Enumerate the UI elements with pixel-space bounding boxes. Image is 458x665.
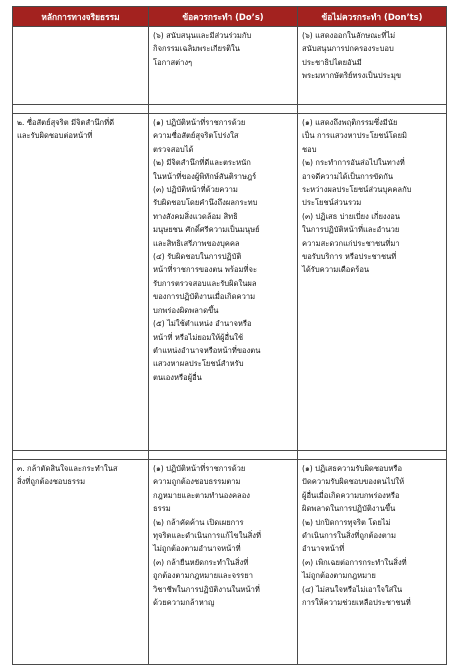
dos-cell bbox=[149, 114, 298, 451]
cell-text-line: ดำเนินการในสิ่งที่ถูกต้องตาม bbox=[302, 531, 396, 541]
cell-text-line: (๒) ปกปิดการทุจริต โดยไม่ bbox=[302, 517, 391, 527]
cell-text-line: การให้ความช่วยเหลือประชาชนที่ bbox=[302, 598, 411, 608]
cell-text-line: (๓) กล้ายืนหยัดกระทำในสิ่งที่ bbox=[153, 557, 249, 567]
cell-text-line: กิจกรรมเฉลิมพระเกียรติใน bbox=[153, 44, 240, 54]
principle-cell bbox=[13, 114, 149, 451]
cell-text-line: เป็น การแสวงหาประโยชน์โดยมิ bbox=[302, 131, 408, 141]
table-row bbox=[13, 460, 447, 665]
cell-text-line: และรับผิดชอบต่อหน้าที่ bbox=[17, 131, 93, 141]
cell-text-line: (๔) รับผิดชอบในการปฏิบัติ bbox=[153, 252, 242, 262]
ethics-table bbox=[12, 6, 447, 665]
cell-text-line: โอกาสต่างๆ bbox=[153, 57, 193, 67]
table-header-row bbox=[13, 7, 447, 27]
cell-text-line: รับผิดชอบโดยคำนึงถึงผลกระทบ bbox=[153, 198, 258, 208]
cell-text-line: ถูกต้องตามกฎหมายและจรรยา bbox=[153, 571, 253, 581]
cell-text-line: ของการปฏิบัติงานเมื่อเกิดความ bbox=[153, 292, 256, 302]
cell-text-line: ตรวจสอบได้ bbox=[153, 144, 194, 154]
cell-text-line: (๖) สนับสนุนและมีส่วนร่วมกับ bbox=[153, 31, 252, 40]
cell-text-line: และสิทธิเสรีภาพของบุคคล bbox=[153, 238, 240, 248]
cell-text-line: หน้าที่ราชการของตน พร้อมที่จะ bbox=[153, 265, 258, 275]
cell-text-line: กฎหมายและตามทำนองคลอง bbox=[153, 490, 250, 500]
cell-text-line: ปัดความรับผิดชอบของตนไปให้ bbox=[302, 477, 405, 487]
cell-text-line: (๑) ปฏิบัติหน้าที่ราชการด้วย bbox=[153, 464, 246, 473]
cell-text-line: สิ่งที่ถูกต้องชอบธรรม bbox=[17, 477, 86, 487]
cell-text-line: (๓) ปฏิบัติหน้าที่ด้วยความ bbox=[153, 185, 238, 195]
cell-text-line: หน้าที่ หรือไม่ยอมให้ผู้อื่นใช้ bbox=[153, 332, 244, 342]
donts-cell bbox=[298, 460, 447, 665]
cell-text-line: (๑) ปฏิบัติหน้าที่ราชการด้วย bbox=[153, 118, 246, 127]
cell-text-line: ไม่ถูกต้องตามอำนาจหน้าที่ bbox=[153, 544, 241, 554]
cell-text-line: มนุษยชน ศักดิ์ศรีความเป็นมนุษย์ bbox=[153, 225, 260, 235]
cell-text-line: ในหน้าที่ของผู้พิทักษ์สันติราษฎร์ bbox=[153, 171, 257, 181]
cell-text-line: รับการตรวจสอบและรับผิดในผล bbox=[153, 278, 257, 288]
principle-cell bbox=[13, 27, 149, 105]
cell-text-line: ทุจริตและดำเนินการแก้ไขในสิ่งที่ bbox=[153, 531, 261, 541]
cell-text-line: อำนาจหน้าที่ bbox=[302, 544, 345, 554]
donts-cell bbox=[298, 114, 447, 451]
cell-text-line: ความสะดวกแก่ประชาชนที่มา bbox=[302, 238, 400, 248]
header-dos: ข้อควรกระทำ (Do’s) bbox=[149, 7, 298, 27]
cell-text-line: ในการปฏิบัติหน้าที่และอำนวย bbox=[302, 225, 400, 235]
cell-text-line: ความถูกต้องชอบธรรมตาม bbox=[153, 477, 241, 487]
dos-cell bbox=[149, 27, 298, 105]
cell-text-line: สนับสนุนการปกครองระบอบ bbox=[302, 44, 394, 54]
cell-text-line: ๓. กล้าตัดสินใจและกระทำในส bbox=[17, 464, 118, 473]
cell-text-line: วิชาชีพในการปฏิบัติงานในหน้าที่ bbox=[153, 584, 260, 594]
cell-text-line: ประโยชน์ส่วนรวม bbox=[302, 198, 362, 208]
table-row bbox=[13, 114, 447, 451]
cell-text-line: บกพร่องผิดพลาดขึ้น bbox=[153, 305, 219, 315]
table-row bbox=[13, 27, 447, 105]
dos-cell bbox=[149, 460, 298, 665]
cell-text-line: ผิดพลาดในการปฏิบัติงานขึ้น bbox=[302, 504, 396, 514]
cell-text-line: ระหว่างผลประโยชน์ส่วนบุคคลกับ bbox=[302, 185, 412, 195]
cell-text-line: (๓) ปฏิเสธ บ่ายเบี่ยง เกี่ยงงอน bbox=[302, 211, 401, 221]
cell-text-line: ด้วยความกล้าหาญ bbox=[153, 598, 215, 608]
cell-text-line: (๓) เพิกเฉยต่อการกระทำในสิ่งที่ bbox=[302, 557, 407, 567]
cell-text-line: ตำแหน่งอำนาจหรือหน้าที่ของตน bbox=[153, 345, 261, 355]
cell-text-line: (๒) กระทำการอันส่อไปในทางที่ bbox=[302, 158, 405, 168]
cell-text-line: (๒) มีจิตสำนึกที่ดีและตระหนัก bbox=[153, 158, 251, 168]
cell-text-line: (๔) ไม่สนใจหรือไม่เอาใจใส่ใน bbox=[302, 584, 403, 594]
cell-text-line: ไม่ถูกต้องตามกฎหมาย bbox=[302, 571, 376, 581]
cell-text-line: (๑) แสดงถึงพฤติกรรมซึ่งมีนัย bbox=[302, 118, 398, 127]
donts-cell bbox=[298, 27, 447, 105]
cell-text-line: ประชาธิปไตยอันมี bbox=[302, 57, 362, 67]
cell-text-line: (๑) ปฏิเสธความรับผิดชอบหรือ bbox=[302, 464, 403, 473]
cell-text-line: (๒) กล้าคัดค้าน เปิดเผยการ bbox=[153, 517, 244, 527]
header-donts: ข้อไม่ควรกระทำ (Don’ts) bbox=[298, 7, 447, 27]
cell-text-line: แสวงหาผลประโยชน์สำหรับ bbox=[153, 359, 244, 369]
row-spacer bbox=[13, 451, 447, 460]
cell-text-line: อาจดีความได้เป็นการขัดกัน bbox=[302, 171, 394, 181]
cell-text-line: ธรรม bbox=[153, 504, 171, 514]
header-principle: หลักการทางจริยธรรม bbox=[13, 7, 149, 27]
cell-text-line: พระมหากษัตริย์ทรงเป็นประมุข bbox=[302, 71, 402, 81]
cell-text-line: ผู้อื่นเมื่อเกิดความบกพร่องหรือ bbox=[302, 490, 400, 500]
cell-text-line: (๖) แสดงออกในลักษณะที่ไม่ bbox=[302, 31, 396, 40]
cell-text-line: ชอบ bbox=[302, 144, 317, 154]
principle-cell bbox=[13, 460, 149, 665]
cell-text-line: (๕) ไม่ใช้ตำแหน่ง อำนาจหรือ bbox=[153, 319, 252, 329]
row-spacer bbox=[13, 105, 447, 114]
cell-text-line: ทางสังคมสิ่งแวดล้อม สิทธิ bbox=[153, 211, 238, 221]
cell-text-line: ขอรับบริการ หรือประชาชนที่ bbox=[302, 252, 397, 262]
cell-text-line: ได้รับความเดือดร้อน bbox=[302, 265, 370, 275]
cell-text-line: ความซื่อสัตย์สุจริตโปร่งใส bbox=[153, 131, 239, 141]
cell-text-line: ๒. ซื่อสัตย์สุจริต มีจิตสำนึกที่ดี bbox=[17, 118, 115, 127]
cell-text-line: ตนเองหรือผู้อื่น bbox=[153, 372, 202, 382]
